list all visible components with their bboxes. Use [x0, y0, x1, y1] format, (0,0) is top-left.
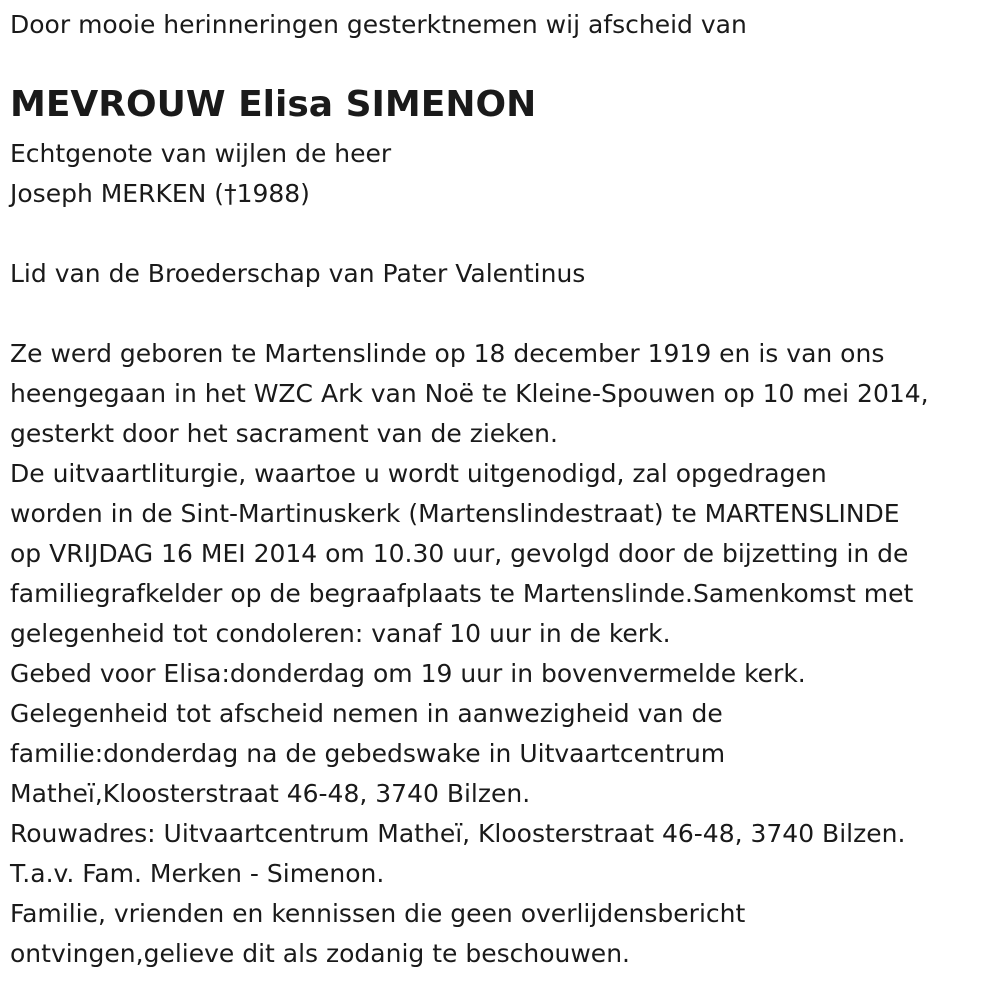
- deceased-name: MEVROUW Elisa SIMENON: [10, 84, 537, 125]
- body-line: gelegenheid tot condoleren: vanaf 10 uur in de kerk.: [10, 619, 671, 648]
- body-line: ontvingen,gelieve dit als zodanig te beschouwen.: [10, 939, 630, 968]
- body-line: De uitvaartliturgie, waartoe u wordt uitgenodigd, zal opgedragen: [10, 459, 827, 488]
- obituary-body: [10, 334, 995, 974]
- body-line: Gelegenheid tot afscheid nemen in aanwezigheid van de: [10, 699, 723, 728]
- intro-text: Door mooie herinneringen gesterktnemen wij afscheid van: [10, 10, 747, 39]
- body-line: Gebed voor Elisa:donderdag om 19 uur in bovenvermelde kerk.: [10, 659, 806, 688]
- body-line: Rouwadres: Uitvaartcentrum Matheï, Kloosterstraat 46-48, 3740 Bilzen.: [10, 819, 906, 848]
- body-line: Ze werd geboren te Martenslinde op 18 december 1919 en is van ons: [10, 339, 885, 368]
- spouse-line: Joseph MERKEN (†1988): [10, 179, 310, 208]
- body-line: heengegaan in het WZC Ark van Noë te Kleine-Spouwen op 10 mei 2014,: [10, 379, 929, 408]
- spouse-info: [10, 134, 391, 214]
- membership-text: Lid van de Broederschap van Pater Valentinus: [10, 259, 586, 288]
- body-line: T.a.v. Fam. Merken - Simenon.: [10, 859, 385, 888]
- body-line: worden in de Sint-Martinuskerk (Martenslindestraat) te MARTENSLINDE: [10, 499, 900, 528]
- body-line: op VRIJDAG 16 MEI 2014 om 10.30 uur, gevolgd door de bijzetting in de: [10, 539, 909, 568]
- spouse-line: Echtgenote van wijlen de heer: [10, 139, 392, 168]
- body-line: gesterkt door het sacrament van de zieken.: [10, 419, 558, 448]
- body-line: familie:donderdag na de gebedswake in Uitvaartcentrum: [10, 739, 726, 768]
- body-line: Familie, vrienden en kennissen die geen overlijdensbericht: [10, 899, 746, 928]
- body-line: Matheï,Kloosterstraat 46-48, 3740 Bilzen.: [10, 779, 531, 808]
- body-line: familiegrafkelder op de begraafplaats te Martenslinde.Samenkomst met: [10, 579, 914, 608]
